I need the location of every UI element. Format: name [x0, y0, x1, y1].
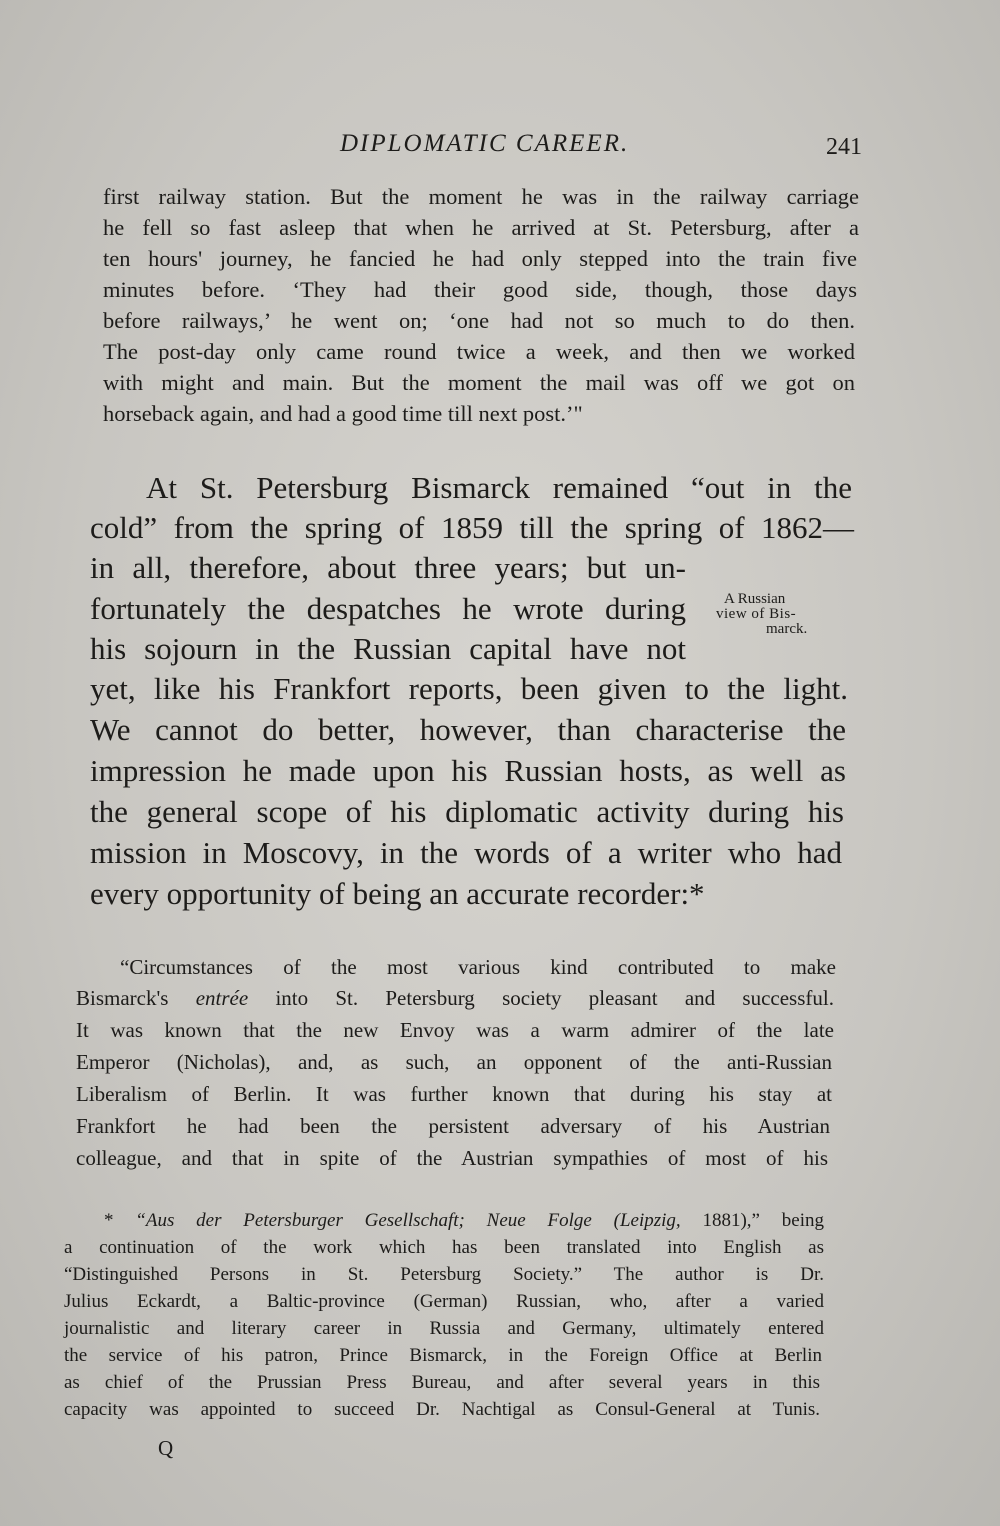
text-line: ten hours' journey, he fancied he had only stepped into the train five [103, 246, 857, 271]
text-line: At St. Petersburg Bismarck remained “out in the [146, 470, 852, 505]
running-title: DIPLOMATIC CAREER. [340, 130, 630, 157]
page-number: 241 [826, 134, 862, 160]
marginal-note-line: A Russian [724, 591, 786, 607]
text-line: as chief of the Prussian Press Bureau, and after several years in this [64, 1372, 820, 1393]
text-line: Julius Eckardt, a Baltic-province (German) Russian, who, after a varied [64, 1291, 824, 1312]
footnote-line-raw [0, 0, 1, 1]
running-header [0, 128, 1000, 168]
text-line: * “Aus der Petersburger Gesellschaft; Neue Folge (Leipzig, 1881),” being [104, 1210, 824, 1231]
text-line: a continuation of the work which has been translated into English as [64, 1237, 824, 1258]
text-line: “Distinguished Persons in St. Petersburg Society.” The author is Dr. [64, 1264, 824, 1285]
marginal-note-line: marck. [766, 621, 808, 637]
text-line: fortunately the despatches he wrote during [90, 591, 686, 626]
marginal-note [716, 592, 856, 637]
text-line: his sojourn in the Russian capital have not [90, 631, 686, 666]
text-line: It was known that the new Envoy was a warm admirer of the late [76, 1018, 834, 1042]
text-line: We cannot do better, however, than characterise the [90, 712, 846, 747]
text-line: Bismarck's entrée into St. Petersburg society pleasant and successful. [76, 986, 834, 1010]
text-line: “Circumstances of the most various kind contributed to make [120, 955, 836, 979]
text-line: he fell so fast asleep that when he arrived at St. Petersburg, after a [103, 215, 859, 240]
text-line: Liberalism of Berlin. It was further known that during his stay at [76, 1082, 832, 1106]
text-line: yet, like his Frankfort reports, been given to the light. [90, 671, 848, 706]
text-line: the service of his patron, Prince Bismarck, in the Foreign Office at Berlin [64, 1345, 822, 1366]
text-line: mission in Moscovy, in the words of a writer who had [90, 835, 842, 870]
text-line: Emperor (Nicholas), and, as such, an opponent of the anti-Russian [76, 1050, 832, 1074]
text-line: with might and main. But the moment the mail was off we got on [103, 370, 855, 395]
text-line: The post-day only came round twice a week, and then we worked [103, 339, 855, 364]
marginal-note-line: view of Bis- [716, 606, 797, 622]
text-line: horseback again, and had a good time till next post.’" [103, 401, 583, 426]
text-line: in all, therefore, about three years; but un- [90, 550, 686, 585]
text-line: colleague, and that in spite of the Austrian sympathies of most of his [76, 1146, 828, 1170]
text-line: every opportunity of being an accurate recorder:* [90, 876, 705, 911]
text-line: cold” from the spring of 1859 till the spring of 1862— [90, 510, 854, 545]
text-line: impression he made upon his Russian hosts, as well as [90, 753, 846, 788]
text-line: capacity was appointed to succeed Dr. Nachtigal as Consul-General at Tunis. [64, 1399, 820, 1420]
text-line: before railways,’ he went on; ‘one had not so much to do then. [103, 308, 855, 333]
text-line: minutes before. ‘They had their good side, though, those days [103, 277, 857, 302]
text-line: journalistic and literary career in Russia and Germany, ultimately entered [64, 1318, 824, 1339]
signature-mark: Q [158, 1436, 174, 1460]
text-line: the general scope of his diplomatic activity during his [90, 794, 844, 829]
text-line: first railway station. But the moment he was in the railway carriage [103, 184, 859, 209]
text-line: Frankfort he had been the persistent adversary of his Austrian [76, 1114, 830, 1138]
italic-term: entrée [195, 986, 249, 1010]
